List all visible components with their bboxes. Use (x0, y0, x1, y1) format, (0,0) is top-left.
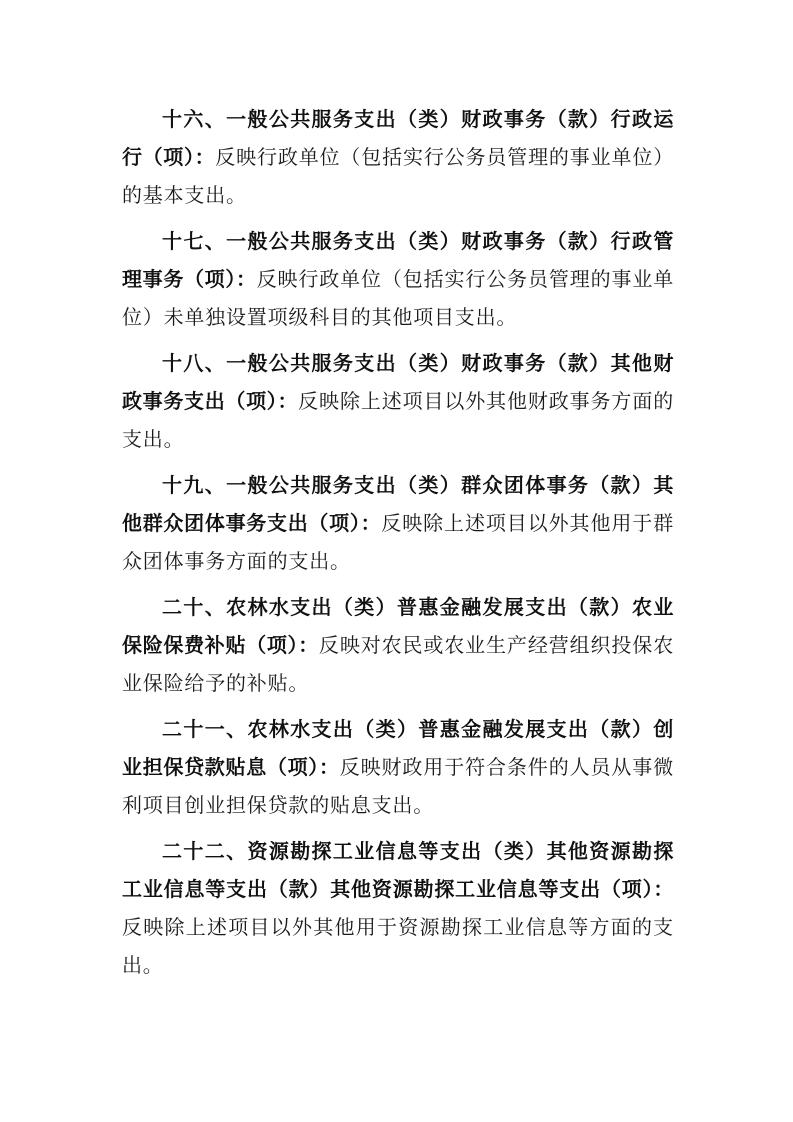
paragraph-21 (122, 710, 674, 824)
paragraph-16 (122, 100, 674, 214)
paragraph-text: 反映行政单位（包括实行公务员管理的事业单位）的基本支出。 (122, 145, 675, 207)
document-body (122, 100, 674, 992)
paragraph-text: 反映财政用于符合条件的人员从事微利项目创业担保贷款的贴息支出。 (122, 755, 674, 817)
paragraph-heading: 二十、农林水支出（类）普惠金融发展支出（款）农业保险保费补贴（项）： (122, 595, 674, 657)
paragraph-text: 反映除上述项目以外其他用于资源勘探工业信息等方面的支出。 (122, 915, 674, 977)
paragraph-19 (122, 466, 674, 580)
paragraph-heading: 二十二、资源勘探工业信息等支出（类）其他资源勘探工业信息等支出（款）其他资源勘探工业信息等支出（项）： (122, 839, 674, 901)
paragraph-22 (122, 832, 674, 984)
paragraph-text: 反映除上述项目以外其他财政事务方面的支出。 (122, 389, 675, 451)
paragraph-18 (122, 344, 674, 458)
paragraph-text: 反映除上述项目以外其他用于群众团体事务方面的支出。 (122, 511, 674, 573)
paragraph-heading: 十八、一般公共服务支出（类）财政事务（款）其他财政事务支出（项）： (122, 351, 674, 413)
paragraph-text: 反映对农民或农业生产经营组织投保农业保险给予的补贴。 (122, 633, 674, 695)
paragraph-heading: 十九、一般公共服务支出（类）群众团体事务（款）其他群众团体事务支出（项）： (122, 473, 674, 535)
paragraph-heading: 十六、一般公共服务支出（类）财政事务（款）行政运行（项）： (122, 107, 674, 169)
paragraph-17 (122, 222, 674, 336)
paragraph-20 (122, 588, 674, 702)
paragraph-heading: 十七、一般公共服务支出（类）财政事务（款）行政管理事务（项）： (122, 229, 674, 291)
paragraph-heading: 二十一、农林水支出（类）普惠金融发展支出（款）创业担保贷款贴息（项）： (122, 717, 674, 779)
paragraph-text: 反映行政单位（包括实行公务员管理的事业单位）未单独设置项级科目的其他项目支出。 (122, 267, 675, 329)
